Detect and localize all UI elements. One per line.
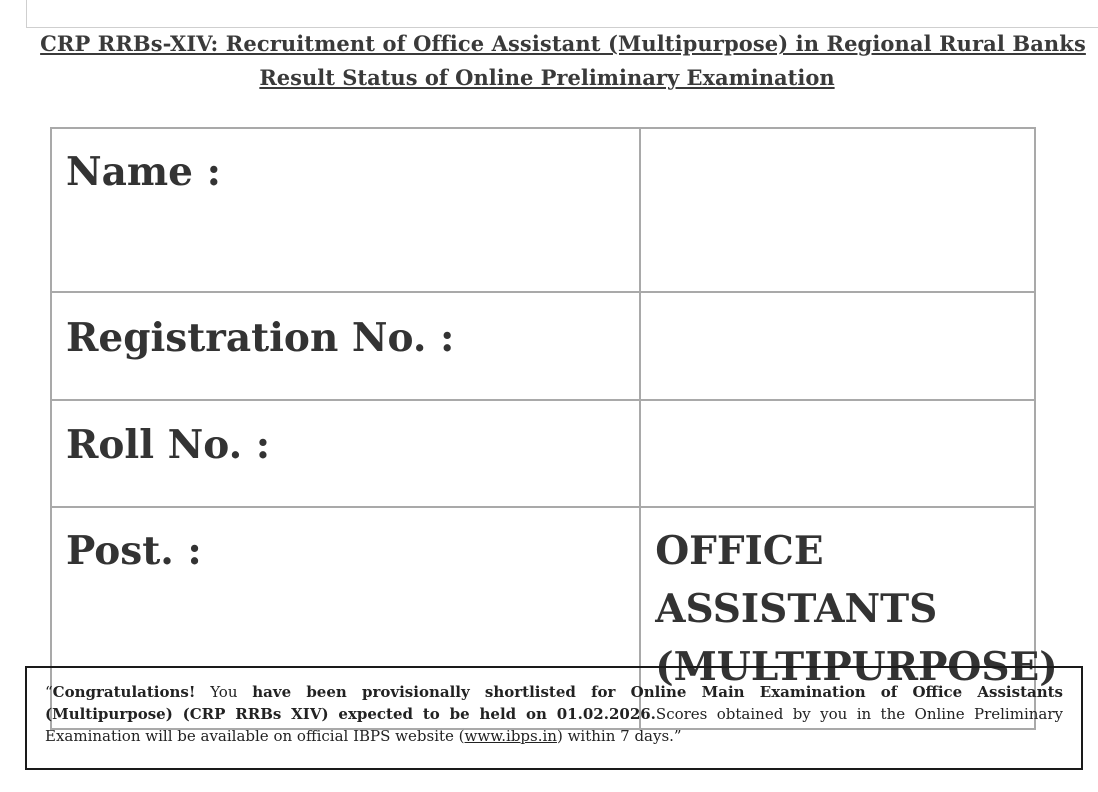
post-value-line: (MULTIPURPOSE) (655, 644, 1058, 690)
table-row (51, 400, 1035, 507)
notice-closing-text: ) within 7 days.” (556, 727, 682, 745)
post-value-line: ASSISTANTS (655, 586, 938, 632)
roll-label: Roll No. : (51, 400, 640, 507)
ibps-website-link[interactable]: www.ibps.in (464, 727, 557, 745)
post-label: Post. : (51, 507, 640, 729)
candidate-details-table (50, 127, 1058, 730)
registration-value (640, 292, 1035, 400)
result-notice (25, 666, 1083, 770)
top-frame-edge (26, 0, 1098, 28)
notice-congratulations: Congratulations! (52, 683, 196, 701)
page-title: CRP RRBs-XIV: Recruitment of Office Assistant (Multipurpose) in Regional Rural Banks (40, 31, 1086, 56)
table-row (51, 292, 1035, 400)
table-row (51, 128, 1035, 292)
name-value (640, 128, 1035, 292)
notice-shortlist-text: have been provisionally shortlisted for Online Main Examination of Office Assistants (Multipurpose) (CRP RRBs XIV) expected to be held on 01.02.2026. (45, 683, 1064, 723)
notice-open-quote: “ (45, 683, 53, 701)
notice-scores-text: Scores obtained by you in the Online Preliminary Examination will be available on official IBPS website ( (45, 705, 1063, 745)
registration-label: Registration No. : (51, 292, 640, 400)
page-subtitle: Result Status of Online Preliminary Examination (259, 65, 835, 90)
roll-value (640, 400, 1035, 507)
notice-you: You (195, 683, 253, 701)
post-value-line: OFFICE (655, 528, 824, 574)
name-label: Name : (51, 128, 640, 292)
